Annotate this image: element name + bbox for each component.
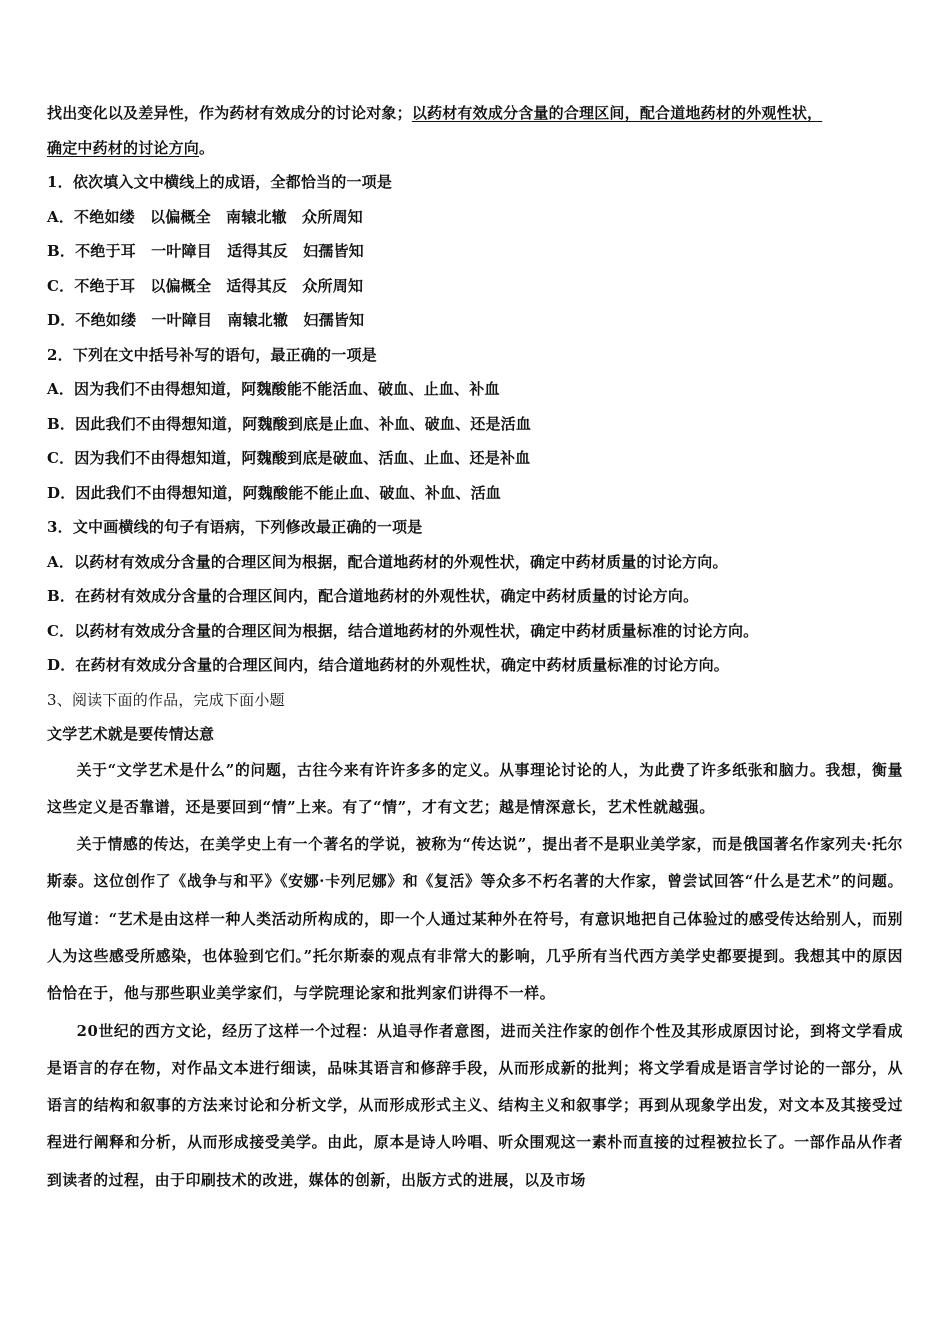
question-1-option-d: D．不绝如缕 一叶障目 南辕北辙 妇孺皆知 — [47, 311, 365, 329]
question-1-option-a: A．不绝如缕 以偏概全 南辕北辙 众所周知 — [47, 207, 363, 226]
question-3-stem: 3．文中画横线的句子有语病，下列修改最正确的一项是 — [47, 518, 423, 536]
question-2-option-a: A．因为我们不由得想知道，阿魏酸能不能活血、破血、止血、补血 — [47, 380, 500, 398]
intro-period: 。 — [199, 138, 215, 157]
underlined-sentence-part-1: 以药材有效成分含量的合理区间，配合道地药材的外观性状， — [411, 104, 823, 122]
question-3-option-c: C．以药材有效成分含量的合理区间为根据，结合道地药材的外观性状，确定中药材质量标准的讨论方向。 — [47, 621, 759, 640]
question-2-option-b: B．因此我们不由得想知道，阿魏酸到底是止血、补血、破血、还是活血 — [47, 414, 532, 433]
question-3-option-a: A．以药材有效成分含量的合理区间为根据，配合道地药材的外观性状，确定中药材质量的讨论方向。 — [47, 552, 728, 571]
question-3-option-b: B．在药材有效成分含量的合理区间内，配合道地药材的外观性状，确定中药材质量的讨论方向。 — [47, 587, 699, 605]
article-title: 文学艺术就是要传情达意 — [47, 725, 215, 743]
question-1-option-c: C．不绝于耳 以偏概全 适得其反 众所周知 — [47, 276, 364, 295]
question-3-option-d: D．在药材有效成分含量的合理区间内，结合道地药材的外观性状，确定中药材质量标准的讨论方向。 — [47, 656, 730, 674]
question-2-option-c: C．因为我们不由得想知道，阿魏酸到底是破血、活血、止血、还是补血 — [47, 449, 531, 467]
intro-line-2 — [47, 131, 903, 166]
document-content — [47, 96, 903, 1199]
question-2-option-d: D．因此我们不由得想知道，阿魏酸能不能止血、破血、补血、活血 — [47, 483, 502, 502]
intro-line-1 — [47, 96, 903, 131]
article-paragraph-1: 关于“文学艺术是什么”的问题，古往今来有许许多多的定义。从事理论讨论的人，为此费了许多纸张和脑力。我想，衡量这些定义是否靠谱，还是要回到“情”上来。有了“情”，才有文艺；越是情深意长，艺术性就越强。 — [47, 761, 903, 816]
intro-text: 找出变化以及差异性，作为药材有效成分的讨论对象； — [47, 104, 412, 122]
question-1-stem: 1．依次填入文中横线上的成语，全都恰当的一项是 — [47, 173, 393, 191]
section-3-heading: 3、阅读下面的作品，完成下面小题 — [47, 690, 285, 709]
article-paragraph-3: 20世纪的西方文论，经历了这样一个过程：从追寻作者意图，进而关注作家的创作个性及其形成原因讨论，到将文学看成是语言的存在物，对作品文本进行细读，品味其语言和修辞手段，从而形成新的批判；将文学看成是语言学讨论的一部分，从语言的结构和叙事的方法来讨论和分析文学，从而形成形式主义、结构主义和叙事学；再到从现象学出发，对文本及其接受过程进行阐释和分析，从而形成接受美学。由此，原本是诗人吟唱、听众围观这一素朴而直接的过程被拉长了。一部作品从作者到读者的过程，由于印刷技术的改进，媒体的创新，出版方式的进展，以及市场 — [47, 1022, 903, 1189]
underlined-sentence-part-2: 确定中药材的讨论方向 — [47, 138, 200, 157]
question-1-option-b: B．不绝于耳 一叶障目 适得其反 妇孺皆知 — [47, 242, 364, 260]
question-2-stem: 2．下列在文中括号补写的语句，最正确的一项是 — [47, 345, 377, 364]
article-paragraph-2: 关于情感的传达，在美学史上有一个著名的学说，被称为“传达说”，提出者不是职业美学家，而是俄国著名作家列夫·托尔斯泰。这位创作了《战争与和平》《安娜·卡列尼娜》和《复活》等众多不朽名著的大作家，曾尝试回答“什么是艺术”的问题。他写道：“艺术是由这样一种人类活动所构成的，即一个人通过某种外在符号，有意识地把自己体验过的感受传达给别人，而别人为这些感受所感染，也体验到它们。”托尔斯泰的观点有非常大的影响，几乎所有当代西方美学史都要提到。我想其中的原因恰恰在于，他与那些职业美学家们，与学院理论家和批判家们讲得不一样。 — [47, 836, 903, 1003]
